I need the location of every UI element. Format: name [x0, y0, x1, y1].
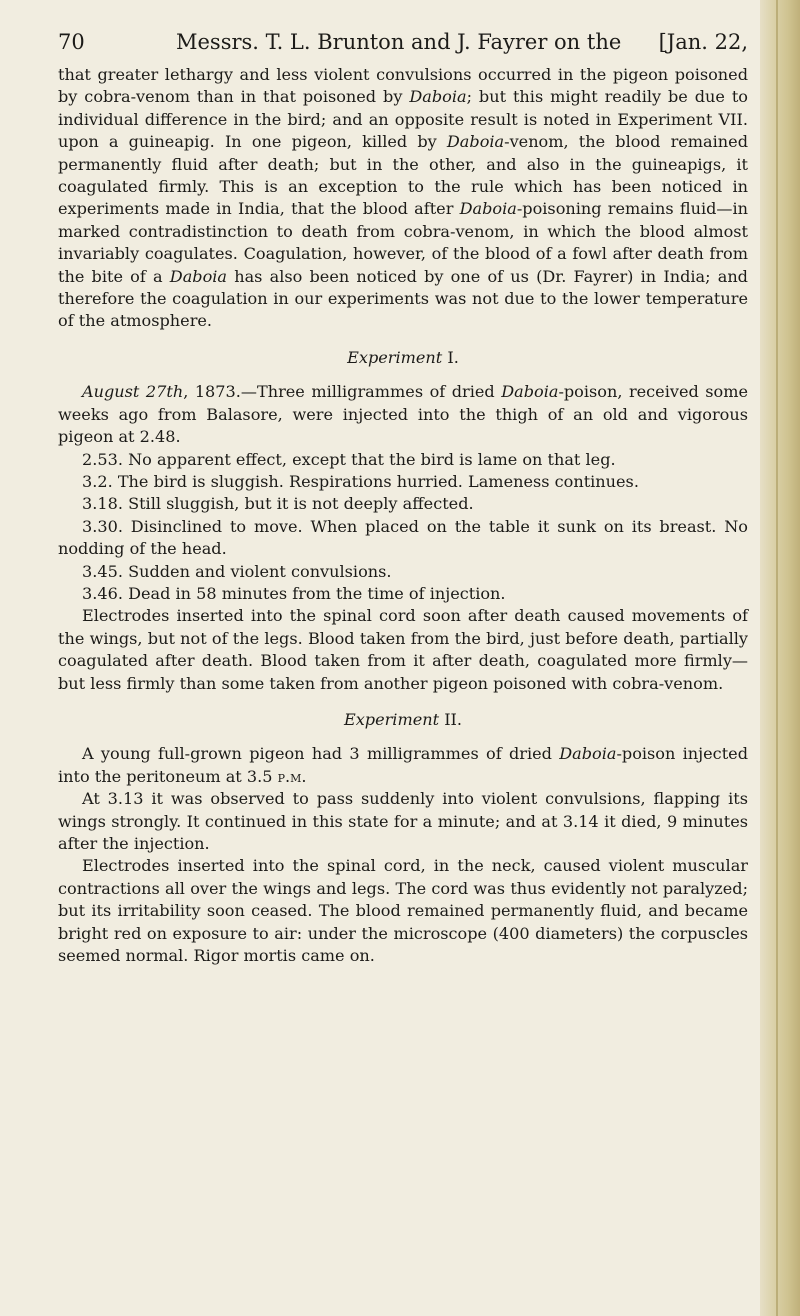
body-text [58, 64, 748, 967]
experiment-1-entry: Electrodes inserted into the spinal cord soon after death caused movements of the wings, but not of the legs. Blood taken from the bird, just before death, partially coagulated after death. Blood taken from it after death, coagulated more firmly—but less firmly than some taken from another pigeon poisoned with cobra-venom. [58, 606, 748, 693]
header-date: [Jan. 22, [658, 30, 748, 54]
experiment-1-entry: 3.46. Dead in 58 minutes from the time of injection. [82, 583, 506, 603]
experiment-1-intro: August 27th, 1873.—Three milligrammes of dried Daboia-poison, received some weeks ago from Balasore, were injected into the thigh of an old and vigorous pigeon at 2.48. [58, 382, 749, 447]
page-header [58, 30, 748, 58]
experiment-1-entry: 3.18. Still sluggish, but it is not deeply affected. [82, 494, 474, 514]
experiment-2-entry: At 3.13 it was observed to pass suddenly into violent convulsions, flapping its wings strongly. It continued in this state for a minute; and at 3.14 it died, 9 minutes after the injection. [58, 789, 748, 853]
page-fold-line [776, 0, 778, 1316]
paragraph-opening: that greater lethargy and less violent convulsions occurred in the pigeon poisoned by cobra-venom than in that poisoned by Daboia; but this might readily be due to individual difference in the bird; and an opposite result is noted in Experiment VII. upon a guineapig. In one pigeon, killed by Daboia-venom, the blood remained permanently fluid after death; but in the other, and also in the guineapigs, it coagulated firmly. This is an exception to the rule which has been noticed in experiments made in India, that the blood after Daboia-poisoning remains fluid—in marked contradistinction to death from cobra-venom, in which the blood almost invariably coagulates. Coagulation, however, of the blood of a fowl after death from the bite of a Daboia has also been noticed by one of us (Dr. Fayrer) in India; and therefore the coagulation in our experiments was not due to the lower temperature of the atmosphere. [58, 65, 749, 331]
experiment-1-entry: 2.53. No apparent effect, except that the bird is lame on that leg. [82, 449, 616, 469]
running-title: Messrs. T. L. Brunton and J. Fayrer on the [176, 30, 622, 54]
page-number: 70 [58, 30, 85, 54]
experiment-2-heading: Experiment II. [343, 709, 463, 729]
experiment-1-heading: Experiment I. [347, 347, 459, 367]
experiment-1-entry: 3.30. Disinclined to move. When placed on the table it sunk on its breast. No nodding of the head. [58, 516, 748, 559]
page-binding-edge [760, 0, 800, 1316]
experiment-2-entry: Electrodes inserted into the spinal cord, in the neck, caused violent muscular contractions all over the wings and legs. The cord was thus evidently not paralyzed; but its irritability soon ceased. The blood remained permanently fluid, and became bright red on exposure to air: under the microscope (400 diameters) the corpuscles seemed normal. Rigor mortis came on. [58, 856, 748, 966]
experiment-1-entry: 3.2. The bird is sluggish. Respirations hurried. Lameness continues. [82, 471, 639, 491]
experiment-1-entry: 3.45. Sudden and violent convulsions. [82, 561, 392, 581]
experiment-2-intro: A young full-grown pigeon had 3 milligrammes of dried Daboia-poison injected into the peritoneum at 3.5 p.m. [58, 744, 748, 786]
